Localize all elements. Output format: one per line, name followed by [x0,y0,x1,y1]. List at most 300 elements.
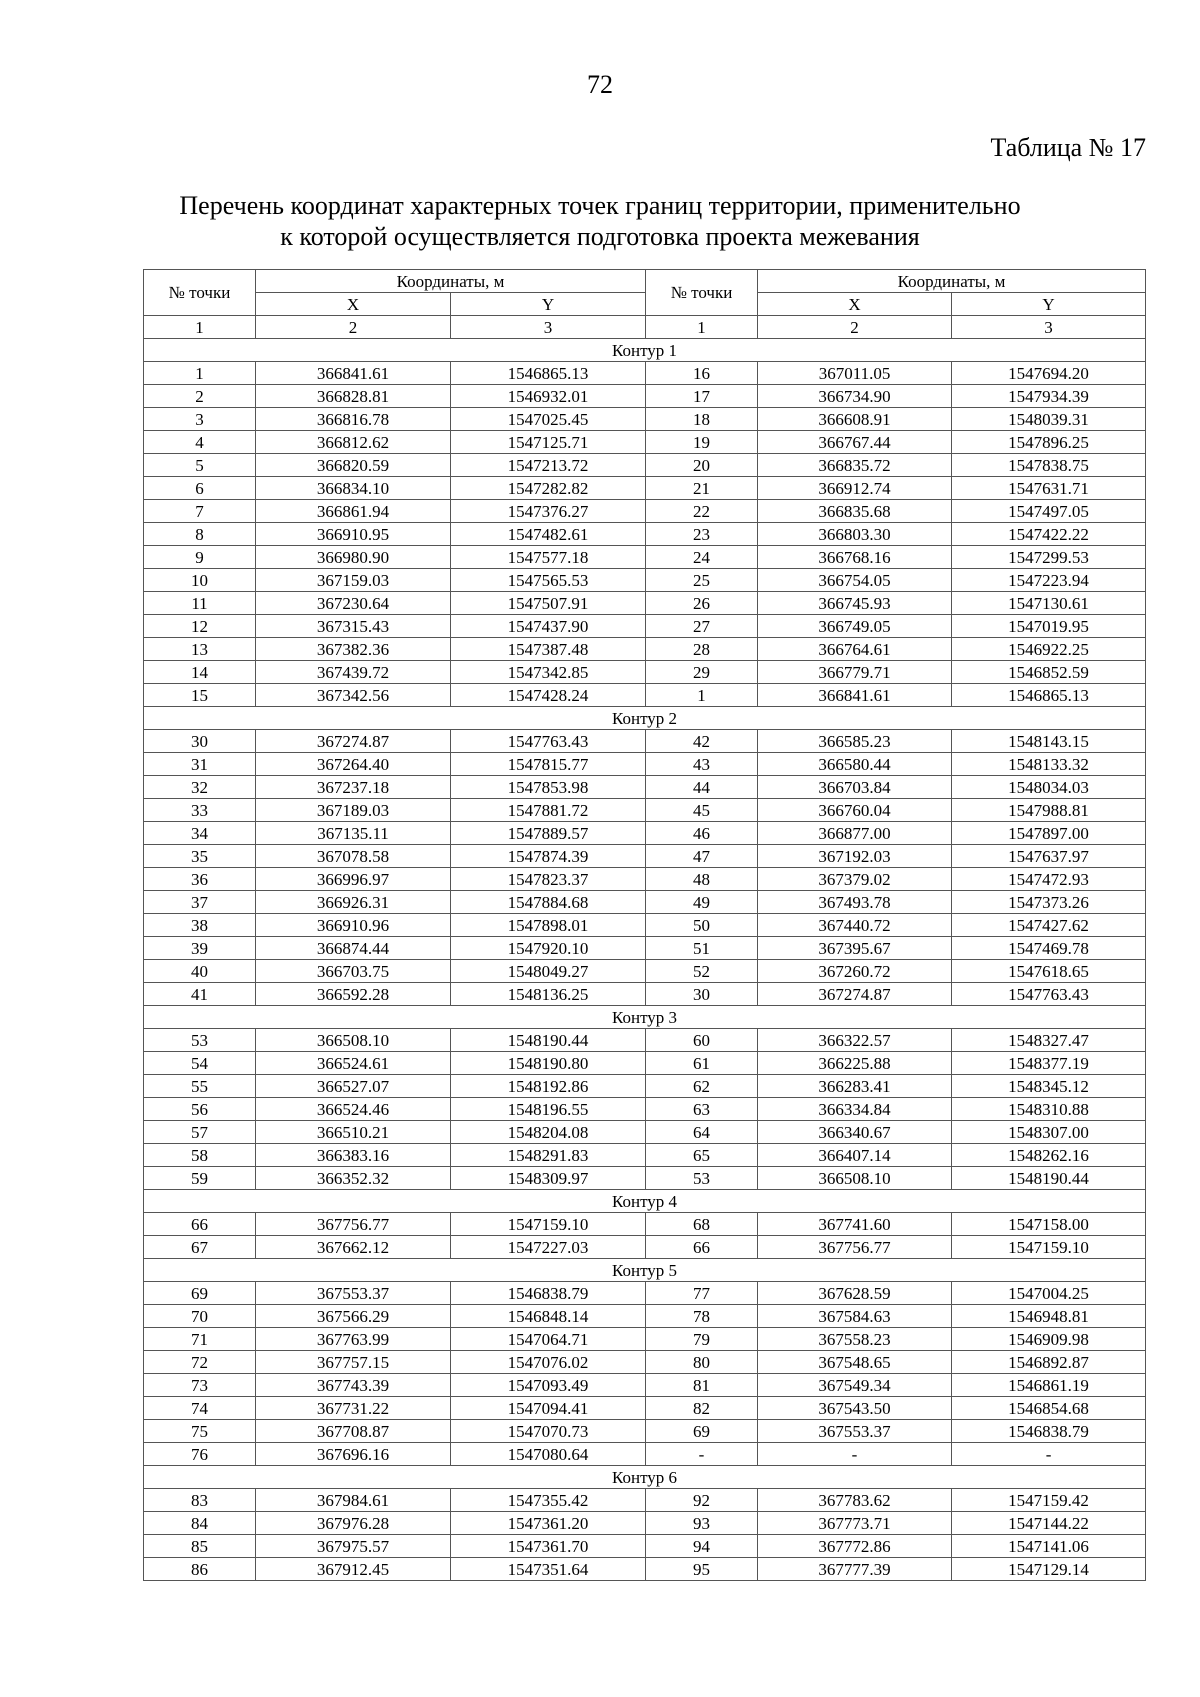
x-cell: 366910.95 [256,523,451,546]
y-cell: 1547159.42 [952,1489,1146,1512]
y-cell: 1547934.39 [952,385,1146,408]
contour-header-row [144,707,1146,730]
y-cell: 1548310.88 [952,1098,1146,1121]
table-row [144,822,1146,845]
point-no-cell: 31 [144,753,256,776]
y-cell: 1547874.39 [451,845,646,868]
x-cell: 366585.23 [758,730,952,753]
y-cell: 1547387.48 [451,638,646,661]
x-cell: 367743.39 [256,1374,451,1397]
x-cell: 366841.61 [256,362,451,385]
table-row [144,615,1146,638]
y-cell: 1547577.18 [451,546,646,569]
table-row [144,408,1146,431]
y-cell: 1546922.25 [952,638,1146,661]
point-no-cell: 41 [144,983,256,1006]
point-no-cell: 69 [144,1282,256,1305]
table-row [144,523,1146,546]
point-no-cell: 1 [144,362,256,385]
table-row [144,1236,1146,1259]
x-cell: 367395.67 [758,937,952,960]
point-no-cell: 30 [646,983,758,1006]
y-cell: 1547497.05 [952,500,1146,523]
table-row [144,914,1146,937]
x-cell: 366352.32 [256,1167,451,1190]
y-cell: 1548327.47 [952,1029,1146,1052]
y-cell: 1547763.43 [952,983,1146,1006]
point-no-cell: 44 [646,776,758,799]
y-cell: 1547159.10 [952,1236,1146,1259]
x-cell: 367264.40 [256,753,451,776]
x-cell: 367975.57 [256,1535,451,1558]
point-no-cell: 60 [646,1029,758,1052]
x-cell: 367230.64 [256,592,451,615]
table-row [144,1443,1146,1466]
point-no-cell: 40 [144,960,256,983]
point-no-cell: 78 [646,1305,758,1328]
y-cell: 1547618.65 [952,960,1146,983]
point-no-cell: 34 [144,822,256,845]
y-cell: 1548034.03 [952,776,1146,799]
y-cell: 1546948.81 [952,1305,1146,1328]
y-cell: 1546854.68 [952,1397,1146,1420]
x-cell: 367549.34 [758,1374,952,1397]
y-cell: 1547144.22 [952,1512,1146,1535]
header-row-1 [144,270,1146,293]
x-cell: 366828.81 [256,385,451,408]
y-cell: 1548049.27 [451,960,646,983]
column-number: 1 [646,316,758,339]
title-line-2: к которой осуществляется подготовка проекта межевания [280,222,920,251]
x-cell: 367566.29 [256,1305,451,1328]
x-cell: 367553.37 [256,1282,451,1305]
x-cell: 367078.58 [256,845,451,868]
contour-title: Контур 3 [144,1006,1146,1029]
y-cell: 1546848.14 [451,1305,646,1328]
y-cell: 1547080.64 [451,1443,646,1466]
y-cell: 1547469.78 [952,937,1146,960]
y-cell: 1546892.87 [952,1351,1146,1374]
point-no-cell: 57 [144,1121,256,1144]
x-cell: 366768.16 [758,546,952,569]
x-cell: 366734.90 [758,385,952,408]
y-cell: 1548377.19 [952,1052,1146,1075]
y-cell: 1547763.43 [451,730,646,753]
y-cell: 1546909.98 [952,1328,1146,1351]
table-row [144,1144,1146,1167]
x-cell: 367011.05 [758,362,952,385]
column-number: 3 [451,316,646,339]
x-cell: 366334.84 [758,1098,952,1121]
y-cell: 1547897.00 [952,822,1146,845]
x-cell: 367558.23 [758,1328,952,1351]
point-no-cell: 29 [646,661,758,684]
point-no-cell: 6 [144,477,256,500]
x-cell: 367135.11 [256,822,451,845]
x-cell: 367439.72 [256,661,451,684]
point-no-cell: 11 [144,592,256,615]
table-row [144,1328,1146,1351]
table-row [144,1420,1146,1443]
x-cell: 367342.56 [256,684,451,707]
x-cell: 366703.84 [758,776,952,799]
y-cell: 1548345.12 [952,1075,1146,1098]
table-row [144,592,1146,615]
header-x-left: X [256,293,451,316]
x-cell: 367783.62 [758,1489,952,1512]
x-cell: - [758,1443,952,1466]
x-cell: 366508.10 [758,1167,952,1190]
y-cell: 1548262.16 [952,1144,1146,1167]
x-cell: 367628.59 [758,1282,952,1305]
table-row [144,845,1146,868]
contour-title: Контур 6 [144,1466,1146,1489]
header-point-no-right: № точки [646,270,758,316]
y-cell: 1547064.71 [451,1328,646,1351]
y-cell: 1547853.98 [451,776,646,799]
point-no-cell: 30 [144,730,256,753]
y-cell: 1547342.85 [451,661,646,684]
x-cell: 366877.00 [758,822,952,845]
y-cell: 1547881.72 [451,799,646,822]
contour-header-row [144,1190,1146,1213]
y-cell: 1547361.70 [451,1535,646,1558]
x-cell: 366812.62 [256,431,451,454]
point-no-cell: 65 [646,1144,758,1167]
point-no-cell: 77 [646,1282,758,1305]
x-cell: 366340.67 [758,1121,952,1144]
y-cell: 1547898.01 [451,914,646,937]
contour-title: Контур 1 [144,339,1146,362]
y-cell: 1548190.44 [952,1167,1146,1190]
table-row [144,1098,1146,1121]
x-cell: 366580.44 [758,753,952,776]
y-cell: 1547884.68 [451,891,646,914]
point-no-cell: 93 [646,1512,758,1535]
y-cell: 1548039.31 [952,408,1146,431]
x-cell: 367440.72 [758,914,952,937]
y-cell: 1547351.64 [451,1558,646,1581]
point-no-cell: 13 [144,638,256,661]
y-cell: 1547025.45 [451,408,646,431]
x-cell: 366225.88 [758,1052,952,1075]
x-cell: 366508.10 [256,1029,451,1052]
x-cell: 367777.39 [758,1558,952,1581]
point-no-cell: 45 [646,799,758,822]
y-cell: 1547896.25 [952,431,1146,454]
x-cell: 366527.07 [256,1075,451,1098]
x-cell: 366835.68 [758,500,952,523]
y-cell: 1547129.14 [952,1558,1146,1581]
point-no-cell: 63 [646,1098,758,1121]
x-cell: 367192.03 [758,845,952,868]
y-cell: 1547422.22 [952,523,1146,546]
table-row [144,1351,1146,1374]
table-row [144,1374,1146,1397]
y-cell: 1547427.62 [952,914,1146,937]
x-cell: 366874.44 [256,937,451,960]
point-no-cell: 43 [646,753,758,776]
y-cell: 1547428.24 [451,684,646,707]
x-cell: 367912.45 [256,1558,451,1581]
point-no-cell: 10 [144,569,256,592]
y-cell: 1548136.25 [451,983,646,1006]
table-row [144,1075,1146,1098]
y-cell: 1547223.94 [952,569,1146,592]
table-row [144,1489,1146,1512]
x-cell: 366283.41 [758,1075,952,1098]
y-cell: 1547159.10 [451,1213,646,1236]
y-cell: 1547920.10 [451,937,646,960]
contour-header-row [144,1006,1146,1029]
y-cell: 1547070.73 [451,1420,646,1443]
y-cell: 1546838.79 [451,1282,646,1305]
header-point-no-left: № точки [144,270,256,316]
point-no-cell: 18 [646,408,758,431]
table-row [144,730,1146,753]
x-cell: 366510.21 [256,1121,451,1144]
table-label: Таблица № 17 [990,133,1146,162]
x-cell: 367189.03 [256,799,451,822]
x-cell: 366749.05 [758,615,952,638]
y-cell: 1547373.26 [952,891,1146,914]
point-no-cell: 53 [646,1167,758,1190]
y-cell: 1547694.20 [952,362,1146,385]
table-row [144,1282,1146,1305]
point-no-cell: 76 [144,1443,256,1466]
x-cell: 366703.75 [256,960,451,983]
x-cell: 366803.30 [758,523,952,546]
table-row [144,477,1146,500]
y-cell: 1547565.53 [451,569,646,592]
y-cell: 1546861.19 [952,1374,1146,1397]
column-number: 1 [144,316,256,339]
y-cell: 1547988.81 [952,799,1146,822]
x-cell: 367731.22 [256,1397,451,1420]
x-cell: 366383.16 [256,1144,451,1167]
x-cell: 366524.61 [256,1052,451,1075]
y-cell: 1548196.55 [451,1098,646,1121]
x-cell: 367662.12 [256,1236,451,1259]
y-cell: 1547094.41 [451,1397,646,1420]
x-cell: 366407.14 [758,1144,952,1167]
table-row [144,362,1146,385]
contour-title: Контур 2 [144,707,1146,730]
y-cell: 1548204.08 [451,1121,646,1144]
point-no-cell: 80 [646,1351,758,1374]
x-cell: 367696.16 [256,1443,451,1466]
table-row [144,638,1146,661]
table-header [144,270,1146,339]
table-row [144,454,1146,477]
point-no-cell: 7 [144,500,256,523]
point-no-cell: 95 [646,1558,758,1581]
point-no-cell: 69 [646,1420,758,1443]
point-no-cell: 27 [646,615,758,638]
point-no-cell: 35 [144,845,256,868]
point-no-cell: 54 [144,1052,256,1075]
x-cell: 367315.43 [256,615,451,638]
header-y-right: Y [952,293,1146,316]
y-cell: 1546852.59 [952,661,1146,684]
point-no-cell: 81 [646,1374,758,1397]
x-cell: 366820.59 [256,454,451,477]
table-row [144,937,1146,960]
point-no-cell: 74 [144,1397,256,1420]
y-cell: 1547376.27 [451,500,646,523]
point-no-cell: 64 [646,1121,758,1144]
y-cell: 1547019.95 [952,615,1146,638]
point-no-cell: 42 [646,730,758,753]
table-row [144,569,1146,592]
point-no-cell: 22 [646,500,758,523]
y-cell: 1547125.71 [451,431,646,454]
column-number: 2 [758,316,952,339]
table-row [144,1512,1146,1535]
x-cell: 367756.77 [256,1213,451,1236]
point-no-cell: - [646,1443,758,1466]
table-row [144,385,1146,408]
y-cell: 1548133.32 [952,753,1146,776]
x-cell: 366835.72 [758,454,952,477]
y-cell: 1547637.97 [952,845,1146,868]
point-no-cell: 82 [646,1397,758,1420]
x-cell: 367274.87 [758,983,952,1006]
point-no-cell: 61 [646,1052,758,1075]
header-row-2 [144,293,1146,316]
table-row [144,1213,1146,1236]
x-cell: 366841.61 [758,684,952,707]
x-cell: 367976.28 [256,1512,451,1535]
y-cell: 1547361.20 [451,1512,646,1535]
table-row [144,1535,1146,1558]
table-row [144,799,1146,822]
point-no-cell: 72 [144,1351,256,1374]
x-cell: 366910.96 [256,914,451,937]
point-no-cell: 36 [144,868,256,891]
table-row [144,776,1146,799]
column-number: 2 [256,316,451,339]
contour-header-row [144,339,1146,362]
point-no-cell: 75 [144,1420,256,1443]
point-no-cell: 12 [144,615,256,638]
table-body [144,339,1146,1581]
point-no-cell: 53 [144,1029,256,1052]
x-cell: 367548.65 [758,1351,952,1374]
point-no-cell: 49 [646,891,758,914]
x-cell: 366816.78 [256,408,451,431]
y-cell: 1548291.83 [451,1144,646,1167]
point-no-cell: 73 [144,1374,256,1397]
header-coords-right: Координаты, м [758,270,1146,293]
y-cell: 1547507.91 [451,592,646,615]
y-cell: 1546838.79 [952,1420,1146,1443]
y-cell: 1547472.93 [952,868,1146,891]
x-cell: 366912.74 [758,477,952,500]
point-no-cell: 15 [144,684,256,707]
y-cell: 1548307.00 [952,1121,1146,1144]
y-cell: 1546932.01 [451,385,646,408]
point-no-cell: 79 [646,1328,758,1351]
point-no-cell: 70 [144,1305,256,1328]
point-no-cell: 8 [144,523,256,546]
point-no-cell: 17 [646,385,758,408]
contour-title: Контур 4 [144,1190,1146,1213]
x-cell: 367260.72 [758,960,952,983]
point-no-cell: 59 [144,1167,256,1190]
point-no-cell: 86 [144,1558,256,1581]
y-cell: 1547299.53 [952,546,1146,569]
point-no-cell: 9 [144,546,256,569]
header-coords-left: Координаты, м [256,270,646,293]
point-no-cell: 2 [144,385,256,408]
table-row [144,753,1146,776]
point-no-cell: 5 [144,454,256,477]
y-cell: 1547141.06 [952,1535,1146,1558]
y-cell: - [952,1443,1146,1466]
x-cell: 367274.87 [256,730,451,753]
table-row [144,1052,1146,1075]
point-no-cell: 58 [144,1144,256,1167]
y-cell: 1547004.25 [952,1282,1146,1305]
x-cell: 367379.02 [758,868,952,891]
x-cell: 366996.97 [256,868,451,891]
point-no-cell: 32 [144,776,256,799]
point-no-cell: 26 [646,592,758,615]
y-cell: 1547838.75 [952,454,1146,477]
y-cell: 1547815.77 [451,753,646,776]
point-no-cell: 84 [144,1512,256,1535]
point-no-cell: 16 [646,362,758,385]
table-row [144,891,1146,914]
point-no-cell: 48 [646,868,758,891]
x-cell: 367984.61 [256,1489,451,1512]
y-cell: 1546865.13 [952,684,1146,707]
point-no-cell: 51 [646,937,758,960]
point-no-cell: 19 [646,431,758,454]
x-cell: 366745.93 [758,592,952,615]
table-row [144,1167,1146,1190]
y-cell: 1546865.13 [451,362,646,385]
y-cell: 1547889.57 [451,822,646,845]
table-row [144,500,1146,523]
point-no-cell: 14 [144,661,256,684]
document-title [100,190,1100,252]
x-cell: 367382.36 [256,638,451,661]
point-no-cell: 21 [646,477,758,500]
point-no-cell: 92 [646,1489,758,1512]
header-y-left: Y [451,293,646,316]
point-no-cell: 3 [144,408,256,431]
x-cell: 366524.46 [256,1098,451,1121]
table-row [144,1397,1146,1420]
x-cell: 366322.57 [758,1029,952,1052]
point-no-cell: 52 [646,960,758,983]
contour-header-row [144,1259,1146,1282]
x-cell: 367772.86 [758,1535,952,1558]
point-no-cell: 4 [144,431,256,454]
title-line-1: Перечень координат характерных точек границ территории, применительно [179,191,1021,220]
point-no-cell: 39 [144,937,256,960]
point-no-cell: 56 [144,1098,256,1121]
x-cell: 366754.05 [758,569,952,592]
point-no-cell: 37 [144,891,256,914]
point-no-cell: 66 [144,1213,256,1236]
x-cell: 367741.60 [758,1213,952,1236]
point-no-cell: 94 [646,1535,758,1558]
table-row [144,1121,1146,1144]
point-no-cell: 33 [144,799,256,822]
